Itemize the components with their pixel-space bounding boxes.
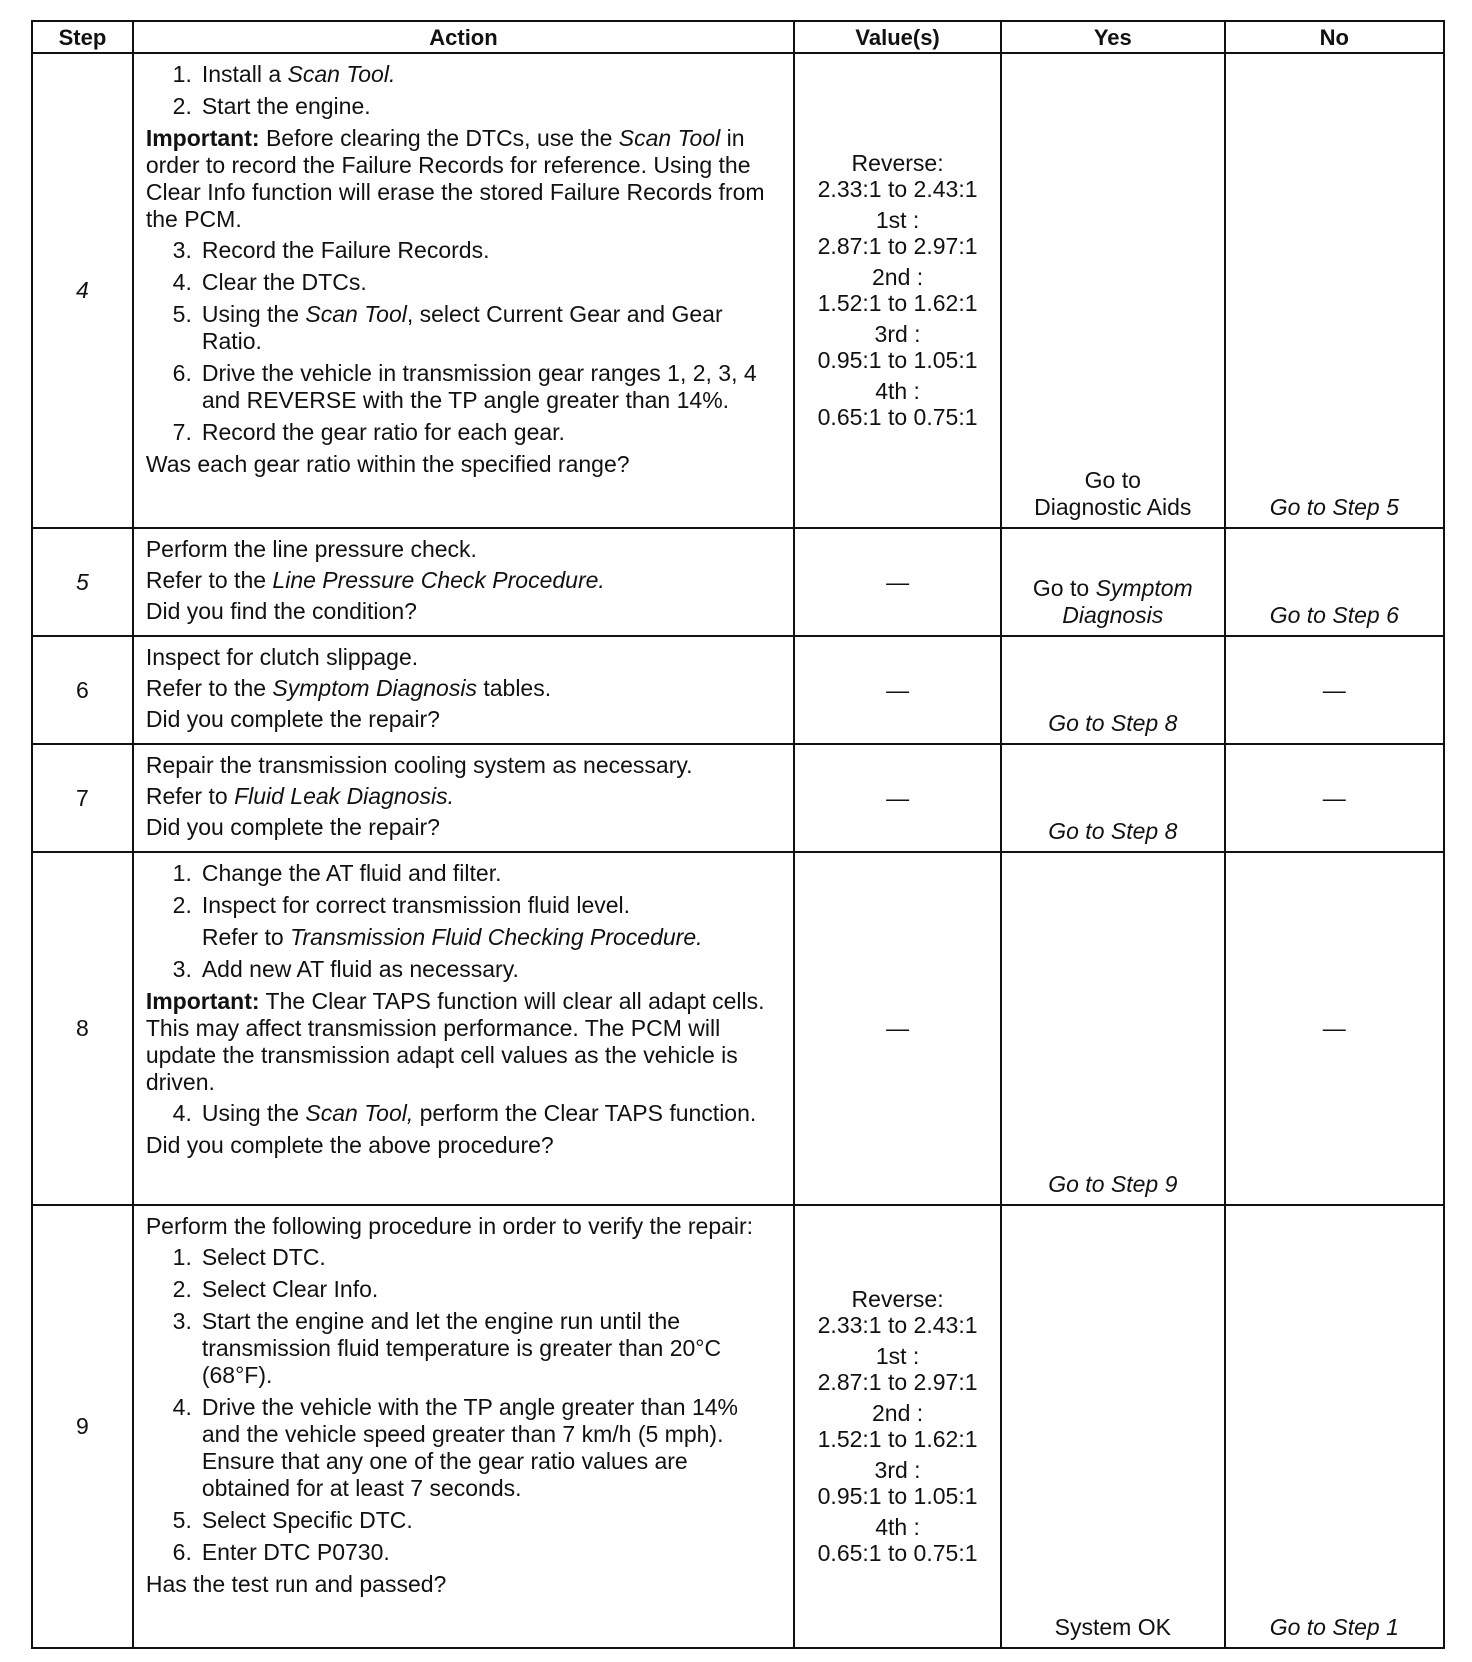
step-number: 5	[32, 528, 133, 636]
gear-range: 2.33:1 to 2.43:1	[817, 176, 978, 202]
step-number: 8	[32, 852, 133, 1205]
gear-label: 4th :	[875, 1514, 920, 1540]
list-item: 1. Change the AT fluid and filter.	[172, 860, 502, 886]
gear-range: 0.95:1 to 1.05:1	[817, 1483, 978, 1509]
values-cell	[794, 1205, 1001, 1648]
list-item: 2. Select Clear Info.	[172, 1276, 379, 1302]
list-item: 1. Install a Scan Tool.	[172, 61, 396, 87]
list-item: 4. Clear the DTCs.	[172, 269, 367, 295]
important-note: Important: The Clear TAPS function will clear all adapt cells. This may affect transmission performance. The PCM will update the transmission adapt cell values as the vehicle is driven.	[145, 988, 765, 1095]
yes-cell: Go to Diagnostic Aids	[1001, 53, 1225, 528]
gear-ratio-item	[818, 1514, 978, 1566]
yes-cell: Go to Step 8	[1001, 636, 1225, 744]
list-item: 6. Drive the vehicle in transmission gear ranges 1, 2, 3, 4 and REVERSE with the TP angle greater than 14%.	[172, 360, 757, 413]
header-step: Step	[32, 21, 133, 53]
action-cell: Perform the line pressure check. Refer to the Line Pressure Check Procedure. Did you find the condition?	[133, 528, 794, 636]
header-action: Action	[133, 21, 794, 53]
step-number: 9	[32, 1205, 133, 1648]
values-cell: —	[794, 852, 1001, 1205]
gear-range: 2.33:1 to 2.43:1	[817, 1312, 978, 1338]
gear-label: 3rd :	[874, 1457, 921, 1483]
list-item: 2. Start the engine.	[172, 93, 371, 119]
question: Was each gear ratio within the specified range?	[145, 451, 630, 477]
list-item: 1. Select DTC.	[172, 1244, 326, 1270]
list-item: 5. Select Specific DTC.	[172, 1507, 413, 1533]
yes-cell: Go to Step 8	[1001, 744, 1225, 852]
gear-range: 1.52:1 to 1.62:1	[817, 1426, 978, 1452]
gear-range: 0.65:1 to 0.75:1	[817, 404, 978, 430]
no-cell: —	[1225, 636, 1444, 744]
table-row-step-6	[32, 636, 1444, 744]
step-number: 6	[32, 636, 133, 744]
gear-range: 0.65:1 to 0.75:1	[817, 1540, 978, 1566]
question: Did you complete the repair?	[145, 814, 440, 840]
gear-range: 1.52:1 to 1.62:1	[817, 290, 978, 316]
gear-label: 2nd :	[871, 264, 924, 290]
question: Did you find the condition?	[145, 598, 417, 624]
list-item: 3. Record the Failure Records.	[172, 237, 490, 263]
values-cell: —	[794, 744, 1001, 852]
gear-label: 2nd :	[871, 1400, 924, 1426]
question: Did you complete the repair?	[145, 706, 440, 732]
gear-label: Reverse:	[851, 1286, 944, 1312]
list-item: 4. Drive the vehicle with the TP angle greater than 14% and the vehicle speed greater than 7 km/h (5 mph). Ensure that any one of the gear ratio values are obtained for at least 7 seconds.	[172, 1394, 738, 1501]
list-item: 4. Using the Scan Tool, perform the Clear TAPS function.	[172, 1100, 757, 1126]
gear-ratio-item	[818, 1343, 978, 1395]
action-cell: Repair the transmission cooling system as necessary. Refer to Fluid Leak Diagnosis. Did you complete the repair?	[133, 744, 794, 852]
action-cell: 1. Change the AT fluid and filter. 2. Inspect for correct transmission fluid level. Refer to Transmission Fluid Checking Procedure. 3. Add new AT fluid as necessary. Important: The Clear TAPS function will clear all adapt cells. This may affect transmission performance. The PCM will update the transmission adapt cell values as the vehicle is driven. 4. Using the Scan Tool, perform the Clear TAPS function. Did you complete the above procedure?	[133, 852, 794, 1205]
action-cell: Perform the following procedure in order to verify the repair: 1. Select DTC. 2. Select Clear Info. 3. Start the engine and let the engine run until the transmission fluid temperature is greater than 20°C (68°F). 4. Drive the vehicle with the TP angle greater than 14% and the vehicle speed greater than 7 km/h (5 mph). Ensure that any one of the gear ratio values are obtained for at least 7 seconds. 5. Select Specific DTC. 6. Enter DTC P0730. Has the test run and passed?	[133, 1205, 794, 1648]
gear-ratio-item	[818, 321, 978, 373]
gear-ratio-item	[818, 378, 978, 430]
step-number: 7	[32, 744, 133, 852]
yes-cell: Go to Step 9	[1001, 852, 1225, 1205]
no-cell: —	[1225, 852, 1444, 1205]
values-cell: —	[794, 528, 1001, 636]
gear-range: 0.95:1 to 1.05:1	[817, 347, 978, 373]
table-row-step-9	[32, 1205, 1444, 1648]
no-cell: Go to Step 6	[1225, 528, 1444, 636]
list-item: 2. Inspect for correct transmission fluid level.	[172, 892, 631, 918]
no-cell: —	[1225, 744, 1444, 852]
list-item: 3. Add new AT fluid as necessary.	[172, 956, 519, 982]
gear-label: 1st :	[875, 207, 920, 233]
list-item: 5. Using the Scan Tool, select Current Gear and Gear Ratio.	[172, 301, 723, 354]
yes-cell: Go to Symptom Diagnosis	[1001, 528, 1225, 636]
step-number: 4	[32, 53, 133, 528]
table-row-step-8	[32, 852, 1444, 1205]
list-item: 7. Record the gear ratio for each gear.	[172, 419, 565, 445]
gear-ratio-list	[795, 1284, 1000, 1569]
gear-ratio-item	[818, 264, 978, 316]
gear-ratio-item	[818, 1457, 978, 1509]
gear-label: 1st :	[875, 1343, 920, 1369]
gear-ratio-item	[818, 1400, 978, 1452]
question: Has the test run and passed?	[145, 1571, 447, 1597]
diagnostic-table	[31, 20, 1445, 1649]
gear-range: 2.87:1 to 2.97:1	[817, 1369, 978, 1395]
values-cell: —	[794, 636, 1001, 744]
gear-label: Reverse:	[851, 150, 944, 176]
header-no: No	[1225, 21, 1444, 53]
action-cell: Inspect for clutch slippage. Refer to the Symptom Diagnosis tables. Did you complete the repair?	[133, 636, 794, 744]
gear-ratio-list	[795, 148, 1000, 433]
table-row-step-4	[32, 53, 1444, 528]
table-row-step-5	[32, 528, 1444, 636]
important-note: Important: Before clearing the DTCs, use the Scan Tool in order to record the Failure Records for reference. Using the Clear Info function will erase the stored Failure Records from the PCM.	[145, 125, 765, 232]
header-row	[32, 21, 1444, 53]
gear-ratio-item	[818, 1286, 978, 1338]
no-cell: Go to Step 1	[1225, 1205, 1444, 1648]
header-yes: Yes	[1001, 21, 1225, 53]
header-values: Value(s)	[794, 21, 1001, 53]
list-item: 6. Enter DTC P0730.	[172, 1539, 390, 1565]
gear-ratio-item	[818, 150, 978, 202]
gear-range: 2.87:1 to 2.97:1	[817, 233, 978, 259]
yes-cell: System OK	[1001, 1205, 1225, 1648]
list-item: 3. Start the engine and let the engine run until the transmission fluid temperature is greater than 20°C (68°F).	[172, 1308, 722, 1388]
question: Did you complete the above procedure?	[145, 1132, 554, 1158]
gear-ratio-item	[818, 207, 978, 259]
action-cell	[133, 53, 794, 528]
gear-label: 3rd :	[874, 321, 921, 347]
values-cell	[794, 53, 1001, 528]
no-cell: Go to Step 5	[1225, 53, 1444, 528]
gear-label: 4th :	[875, 378, 920, 404]
table-row-step-7	[32, 744, 1444, 852]
